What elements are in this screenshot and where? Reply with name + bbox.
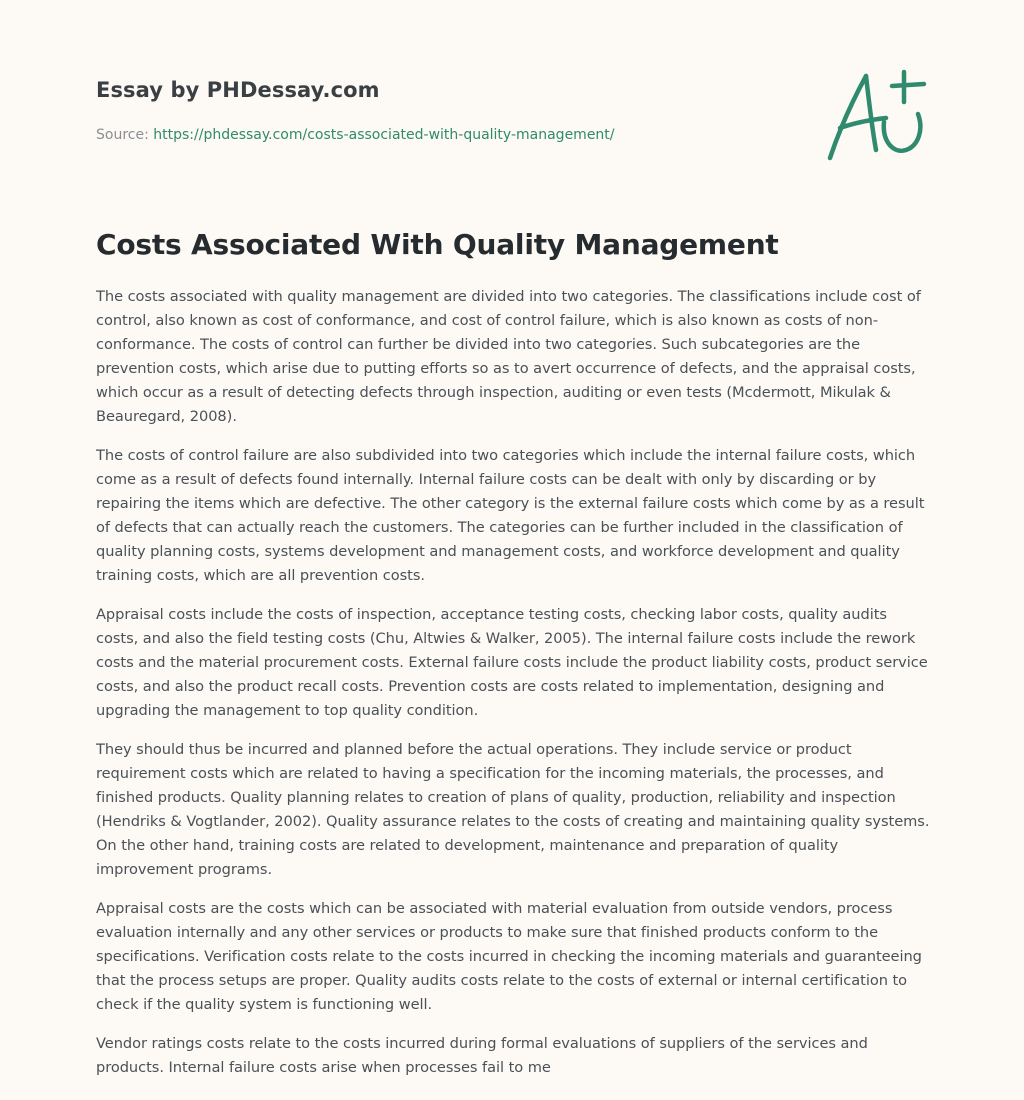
paragraph: The costs associated with quality management are divided into two categories. The classifications include cost of control, also known as cost of conformance, and cost of control failure, which is also known as costs of non-conformance. The costs of control can further be divided into two categories. Such subcategories are the prevention costs, which arise due to putting efforts so as to avert occurrence of defects, and the appraisal costs, which occur as a result of detecting defects through inspection, auditing or even tests (Mcdermott, Mikulak & Beauregard, 2008). <box>96 288 921 425</box>
essay-title: Costs Associated With Quality Management <box>96 228 779 261</box>
source-link[interactable]: https://phdessay.com/costs-associated-with-quality-management/ <box>153 127 615 143</box>
source-line <box>96 126 796 144</box>
essay-body <box>96 285 932 1095</box>
page-header <box>96 76 796 144</box>
source-label: Source: <box>96 127 149 143</box>
a-plus-logo-icon <box>820 66 932 166</box>
paragraph: Vendor ratings costs relate to the costs incurred during formal evaluations of suppliers of the services and products. Internal failure costs arise when processes fail to me <box>96 1035 868 1076</box>
site-brand: Essay by PHDessay.com <box>96 78 380 102</box>
paragraph: Appraisal costs are the costs which can be associated with material evaluation from outside vendors, process evaluation internally and any other services or products to make sure that finished products conform to the specifications. Verification costs relate to the costs incurred in checking the incoming materials and guaranteeing that the process setups are proper. Quality audits costs relate to the costs of external or internal certification to check if the quality system is functioning well. <box>96 900 922 1013</box>
paragraph: Appraisal costs include the costs of inspection, acceptance testing costs, checking labor costs, quality audits costs, and also the field testing costs (Chu, Altwies & Walker, 2005). The internal failure costs include the rework costs and the material procurement costs. External failure costs include the product liability costs, product service costs, and also the product recall costs. Prevention costs are costs related to implementation, designing and upgrading the management to top quality condition. <box>96 606 928 719</box>
paragraph: The costs of control failure are also subdivided into two categories which include the internal failure costs, which come as a result of defects found internally. Internal failure costs can be dealt with only by discarding or by repairing the items which are defective. The other category is the external failure costs which come by as a result of defects that can actually reach the customers. The categories can be further included in the classification of quality planning costs, systems development and management costs, and workforce development and quality training costs, which are all prevention costs. <box>96 447 925 584</box>
paragraph: They should thus be incurred and planned before the actual operations. They include service or product requirement costs which are related to having a specification for the incoming materials, the processes, and finished products. Quality planning relates to creation of plans of quality, production, reliability and inspection (Hendriks & Vogtlander, 2002). Quality assurance relates to the costs of creating and maintaining quality systems. On the other hand, training costs are related to development, maintenance and preparation of quality improvement programs. <box>96 741 930 878</box>
